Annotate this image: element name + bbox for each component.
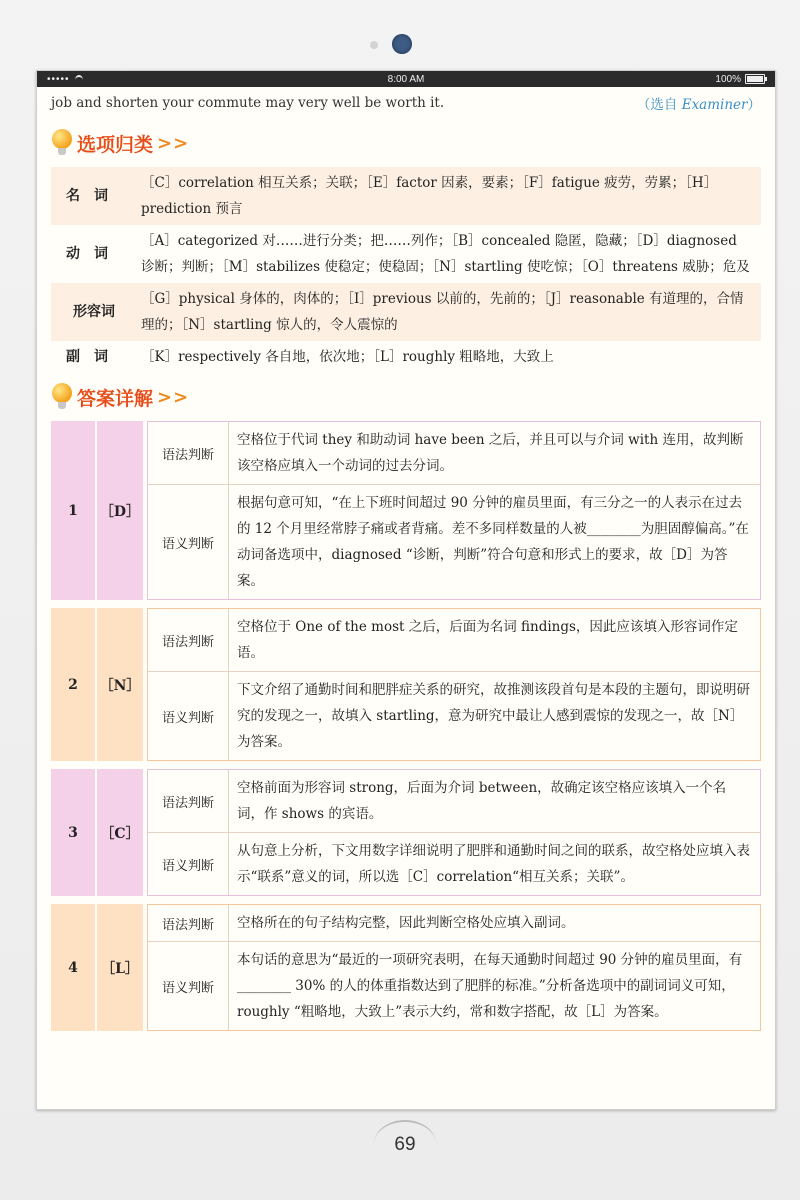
page-number: 69	[374, 1120, 436, 1168]
semantic-text: 本句话的意思为“最近的一项研究表明，在每天通勤时间超过 90 分钟的雇员里面，有________ 30% 的人的体重指数达到了肥胖的标准。”分析备选项中的副词词义可知，roughly “粗略地，大致上”表示大约，常和数字搭配，故［L］为答案。	[237, 952, 743, 1020]
answer-option: ［N］	[97, 608, 143, 761]
answer-number: 1	[51, 421, 95, 600]
signal-dots: •••••	[47, 73, 70, 85]
answer-option: ［C］	[97, 769, 143, 896]
semantic-row	[148, 832, 760, 895]
source-suffix: ）	[747, 97, 761, 113]
answer-number: 2	[51, 608, 95, 761]
semantic-label: 语义判断	[148, 942, 229, 1030]
semantic-row	[148, 941, 760, 1030]
section-title: 选项归类	[77, 133, 154, 156]
answer-option: ［L］	[97, 904, 143, 1031]
passage-end-line	[51, 87, 761, 119]
battery-indicator	[715, 74, 765, 85]
answer-block-2	[51, 608, 761, 761]
grammar-text: 空格所在的句子结构完整，因此判断空格处应填入副词。	[237, 915, 575, 931]
vocab-text: ［A］categorized 对……进行分类；把……列作；［B］concealed 隐匿，隐藏；［D］diagnosed 诊断；判断；［M］stabilizes 使稳定；使稳固；［N］startling 使吃惊；［O］threatens 威胁；危及	[141, 233, 750, 275]
vocab-table	[51, 167, 761, 373]
grammar-row	[148, 422, 760, 484]
section-heading-options	[51, 125, 761, 161]
semantic-row	[148, 671, 760, 760]
vocab-text: ［G］physical 身体的，肉体的；［I］previous 以前的，先前的；［J］reasonable 有道理的，合情理的；［N］startling 惊人的，令人震惊的	[141, 291, 744, 333]
screen	[36, 70, 776, 1110]
camera-lens	[392, 34, 412, 54]
grammar-label: 语法判断	[148, 422, 229, 484]
semantic-label: 语义判断	[148, 833, 229, 895]
grammar-label: 语法判断	[148, 905, 229, 941]
signal-indicator	[47, 74, 84, 85]
battery-icon	[745, 74, 765, 84]
section-title: 答案详解	[77, 387, 154, 410]
grammar-text: 空格位于 One of the most 之后，后面为名词 findings，因此应该填入形容词作定语。	[237, 619, 738, 661]
vocab-row-adjective	[51, 283, 761, 341]
answer-number: 4	[51, 904, 95, 1031]
wifi-icon	[74, 75, 84, 83]
semantic-text: 根据句意可知，“在上下班时间超过 90 分钟的雇员里面，有三分之一的人表示在过去的 12 个月里经常脖子痛或者背痛。差不多同样数量的人被________为胆固醇偏高。”在动词备选项中，diagnosed “诊断，判断”符合句意和形式上的要求，故［D］为答案。	[237, 495, 749, 589]
vocab-label: 名词	[66, 188, 122, 204]
semantic-text: 从句意上分析，下文用数字详细说明了肥胖和通勤时间之间的联系，故空格处应填入表示“联系”意义的词，所以选［C］correlation“相互关系；关联”。	[237, 843, 750, 885]
source-name: Examiner	[681, 97, 748, 113]
vocab-row-noun	[51, 167, 761, 225]
lightbulb-icon	[51, 383, 73, 411]
vocab-label: 副词	[66, 349, 122, 365]
answer-option: ［D］	[97, 421, 143, 600]
grammar-row	[148, 609, 760, 671]
lightbulb-icon	[51, 129, 73, 157]
battery-percent: 100%	[715, 73, 741, 85]
answer-explanations	[147, 769, 761, 896]
status-bar	[37, 71, 775, 87]
passage-text: job and shorten your commute may very well be worth it.	[51, 95, 445, 111]
answer-block-4	[51, 904, 761, 1031]
grammar-label: 语法判断	[148, 770, 229, 832]
camera-area	[360, 34, 440, 58]
answer-number: 3	[51, 769, 95, 896]
answer-explanations	[147, 904, 761, 1031]
sensor-dot	[370, 41, 378, 49]
vocab-row-adverb	[51, 341, 761, 373]
answer-explanations	[147, 421, 761, 600]
vocab-text: ［K］respectively 各自地，依次地；［L］roughly 粗略地，大致上	[141, 349, 554, 365]
semantic-text: 下文介绍了通勤时间和肥胖症关系的研究，故推测该段首句是本段的主题句，即说明研究的发现之一，故填入 startling，意为研究中最让人感到震惊的发现之一，故［N］为答案。	[237, 682, 750, 750]
grammar-row	[148, 905, 760, 941]
grammar-label: 语法判断	[148, 609, 229, 671]
answer-table	[51, 421, 761, 1031]
answer-explanations	[147, 608, 761, 761]
semantic-row	[148, 484, 760, 599]
answer-block-1	[51, 421, 761, 600]
vocab-text: ［C］correlation 相互关系；关联；［E］factor 因素，要素；［F］fatigue 疲劳，劳累；［H］prediction 预言	[141, 175, 718, 217]
chevron-right-icon: >>	[157, 132, 190, 154]
semantic-label: 语义判断	[148, 485, 229, 599]
grammar-text: 空格前面为形容词 strong，后面为介词 between，故确定该空格应该填入一个名词，作 shows 的宾语。	[237, 780, 727, 822]
semantic-label: 语义判断	[148, 672, 229, 760]
vocab-row-verb	[51, 225, 761, 283]
source-prefix: （选自	[636, 97, 678, 113]
page-content	[37, 87, 775, 1031]
answer-block-3	[51, 769, 761, 896]
grammar-row	[148, 770, 760, 832]
source-citation	[637, 93, 761, 113]
grammar-text: 空格位于代词 they 和助动词 have been 之后，并且可以与介词 with 连用，故判断该空格应填入一个动词的过去分词。	[237, 432, 744, 474]
vocab-label: 动词	[66, 246, 122, 262]
chevron-right-icon: >>	[157, 386, 190, 408]
status-time: 8:00 AM	[387, 73, 425, 85]
section-heading-answers	[51, 379, 761, 415]
vocab-label: 形容词	[73, 304, 115, 320]
